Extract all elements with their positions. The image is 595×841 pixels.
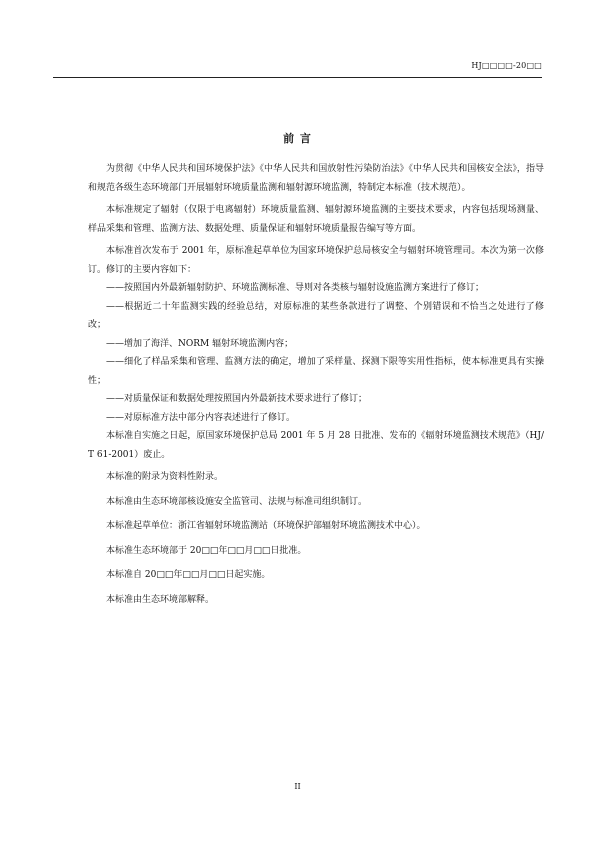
header-divider bbox=[53, 77, 542, 78]
paragraph-scope: 本标准规定了辐射（仅限于电离辐射）环境质量监测、辐射源环境监测的主要技术要求，内容包括现场测量、样品采集和管理、监测方法、数据处理、质量保证和辐射环境质量报告编写等方面。 bbox=[88, 205, 544, 234]
paragraph-history: 本标准首次发布于 2001 年，原标准起草单位为国家环境保护总局核安全与辐射环境管理司。本次为第一次修订。修订的主要内容如下： bbox=[88, 246, 544, 275]
standard-code: HJ□□□□-20□□ bbox=[471, 61, 542, 70]
revision-item: ——按照国内外最新辐射防护、环境监测标准、导则对各类核与辐射设施监测方案进行了修订； bbox=[106, 283, 485, 293]
paragraph-purpose: 为贯彻《中华人民共和国环境保护法》《中华人民共和国放射性污染防治法》《中华人民共和国核安全法》，指导和规范各级生态环境部门开展辐射环境质量监测和辐射源环境监测，特制定本标准（技术规范）。 bbox=[88, 164, 544, 193]
paragraph-interpretation: 本标准由生态环境部解释。 bbox=[106, 594, 215, 605]
paragraph-effective: 本标准自 20□□年□□月□□日起实施。 bbox=[106, 570, 271, 580]
page-number: II bbox=[294, 782, 301, 791]
revision-item: ——根据近二十年监测实践的经验总结，对原标准的某些条款进行了调整、个别错误和不恰当之处进行了修改； bbox=[88, 301, 544, 330]
page-title: 前 言 bbox=[283, 132, 312, 145]
paragraph-drafter: 本标准起草单位：浙江省辐射环境监测站（环境保护部辐射环境监测技术中心）。 bbox=[106, 521, 426, 531]
revision-item: ——细化了样品采集和管理、监测方法的确定，增加了采样量、探测下限等实用性指标，使本标准更具有实操性； bbox=[88, 357, 544, 386]
revision-item: ——增加了海洋、NORM 辐射环境监测内容； bbox=[106, 338, 294, 349]
paragraph-appendix: 本标准的附录为资料性附录。 bbox=[106, 472, 224, 482]
foreword-body bbox=[88, 160, 544, 609]
paragraph-abolish: 本标准自实施之日起，原国家环境保护总局 2001 年 5 月 28 日批准、发布的《辐射环境监测技术规范》（HJ/T 61-2001）废止。 bbox=[88, 431, 544, 460]
revision-item: ——对质量保证和数据处理按照国内外最新技术要求进行了修订； bbox=[106, 394, 368, 404]
revision-item: ——对原标准方法中部分内容表述进行了修订。 bbox=[106, 412, 296, 423]
paragraph-approval: 本标准生态环境部于 20□□年□□月□□日批准。 bbox=[106, 545, 307, 556]
paragraph-organizer: 本标准由生态环境部核设施安全监管司、法规与标准司组织制订。 bbox=[106, 496, 368, 507]
